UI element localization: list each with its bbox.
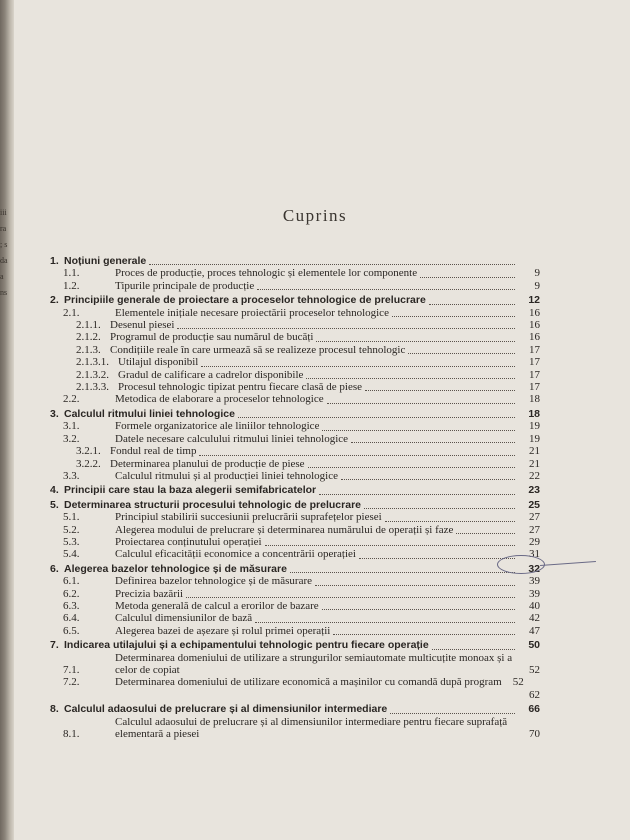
toc-entry-title: Calculul adaosului de prelucrare și al dimensiunilor intermediare bbox=[64, 703, 388, 716]
table-of-contents bbox=[50, 255, 540, 740]
toc-entry-page: 18 bbox=[529, 393, 540, 406]
toc-entry bbox=[50, 369, 540, 381]
toc-entry-page: 39 bbox=[529, 575, 540, 588]
toc-leader-dots bbox=[255, 621, 515, 623]
toc-entry-page: 12 bbox=[528, 294, 540, 307]
toc-entry-number: 3.2.1. bbox=[76, 445, 101, 458]
toc-entry-number: 5.2. bbox=[63, 523, 80, 536]
toc-entry-number: 2.1.3.2. bbox=[76, 368, 109, 381]
toc-entry-page: 27 bbox=[529, 511, 540, 524]
toc-entry-number: 7.2. bbox=[63, 676, 80, 689]
toc-entry-number: 6.3. bbox=[63, 599, 80, 612]
toc-entry-number: 8.1. bbox=[63, 728, 80, 741]
toc-leader-dots bbox=[238, 416, 515, 418]
toc-entry-page: 70 bbox=[529, 728, 540, 741]
toc-entry-page: 29 bbox=[529, 535, 540, 548]
toc-leader-dots bbox=[315, 584, 515, 586]
toc-entry bbox=[50, 458, 540, 470]
toc-entry-page: 31 bbox=[529, 548, 540, 561]
toc-entry-number: 5. bbox=[50, 498, 59, 511]
toc-entry-number: 6.5. bbox=[63, 624, 80, 637]
toc-leader-dots bbox=[351, 441, 515, 443]
toc-entry-page: 40 bbox=[529, 599, 540, 612]
toc-entry-number: 2. bbox=[50, 294, 59, 307]
toc-entry-title: Proces de producție, proces tehnologic și elementele lor componente bbox=[115, 267, 418, 280]
toc-entry-title: Gradul de calificare a cadrelor disponibile bbox=[118, 368, 304, 381]
toc-leader-dots bbox=[316, 340, 515, 342]
toc-entry-number: 1.2. bbox=[63, 279, 80, 292]
toc-entry-number: 7. bbox=[50, 639, 59, 652]
toc-entry-number: 3.2.2. bbox=[76, 457, 101, 470]
toc-entry-page: 50 bbox=[528, 639, 540, 652]
toc-entry-title: Metoda generală de calcul a erorilor de bazare bbox=[115, 599, 319, 612]
toc-entry bbox=[50, 356, 540, 368]
toc-entry-page: 42 bbox=[529, 612, 540, 625]
toc-entry-number: 3. bbox=[50, 407, 59, 420]
toc-leader-dots bbox=[392, 315, 515, 317]
toc-entry-title: Alegerea modului de prelucrare și determinarea numărului de operații și faze bbox=[115, 523, 454, 536]
toc-leader-dots bbox=[201, 365, 515, 367]
toc-entry bbox=[50, 548, 540, 560]
toc-entry-title: Metodica de elaborare a proceselor tehnologice bbox=[115, 393, 324, 406]
toc-chapter-entry bbox=[50, 484, 540, 496]
toc-entry-page: 21 bbox=[529, 445, 540, 458]
toc-leader-dots bbox=[306, 377, 515, 379]
toc-leader-dots bbox=[257, 288, 515, 290]
toc-entry-number: 6.4. bbox=[63, 612, 80, 625]
toc-entry-number: 3.2. bbox=[63, 432, 80, 445]
toc-chapter-entry bbox=[50, 639, 540, 651]
toc-chapter-entry bbox=[50, 294, 540, 306]
toc-entry bbox=[50, 524, 540, 536]
page-title: Cuprins bbox=[282, 206, 348, 225]
toc-entry-title: Determinarea domeniului de utilizare a strungurilor semiautomate multicuțite monoax și a celor de copiat bbox=[115, 651, 513, 676]
toc-entry-title: Determinarea planului de producție de piese bbox=[110, 457, 305, 470]
toc-entry-number: 5.3. bbox=[63, 535, 80, 548]
toc-entry bbox=[50, 445, 540, 457]
toc-entry-title: Definirea bazelor tehnologice și de măsurare bbox=[115, 575, 312, 588]
toc-entry-title: Fondul real de timp bbox=[110, 445, 197, 458]
toc-leader-dots bbox=[290, 571, 515, 573]
toc-entry-page: 17 bbox=[529, 368, 540, 381]
toc-entry bbox=[50, 652, 540, 677]
adjacent-page-text: iii ra ; s da a ns bbox=[0, 208, 8, 297]
toc-entry bbox=[50, 307, 540, 319]
toc-entry-title: Proiectarea conținutului operației bbox=[115, 535, 262, 548]
toc-entry-title: Formele organizatorice ale liniilor tehnologice bbox=[115, 420, 320, 433]
toc-entry bbox=[50, 344, 540, 356]
toc-entry bbox=[50, 433, 540, 445]
toc-leader-dots bbox=[149, 263, 515, 265]
toc-leader-dots bbox=[359, 557, 515, 559]
toc-entry-title: Calculul dimensiunilor de bază bbox=[115, 612, 253, 625]
toc-entry-title: Datele necesare calculului ritmului liniei tehnologice bbox=[115, 432, 349, 445]
toc-chapter-entry bbox=[50, 499, 540, 511]
toc-chapter-entry bbox=[50, 703, 540, 715]
toc-leader-dots bbox=[186, 596, 515, 598]
toc-entry-title: Determinarea structurii procesului tehnologic de prelucrare bbox=[64, 498, 361, 511]
toc-leader-dots bbox=[420, 276, 515, 278]
toc-entry-page: 66 bbox=[528, 703, 540, 716]
toc-entry bbox=[50, 716, 540, 741]
toc-leader-dots bbox=[364, 507, 515, 509]
toc-entry bbox=[50, 319, 540, 331]
toc-chapter-entry bbox=[50, 408, 540, 420]
toc-leader-dots bbox=[429, 303, 515, 305]
toc-entry-page: 47 bbox=[529, 624, 540, 637]
toc-entry-title: Calculul ritmului liniei tehnologice bbox=[64, 407, 235, 420]
toc-entry bbox=[50, 280, 540, 292]
toc-entry bbox=[50, 612, 540, 624]
toc-leader-dots bbox=[319, 493, 515, 495]
toc-entry-title: Utilajul disponibil bbox=[118, 356, 199, 369]
toc-entry-title: Tipurile principale de producție bbox=[115, 279, 255, 292]
toc-entry-number: 3.3. bbox=[63, 469, 80, 482]
toc-entry-title: Procesul tehnologic tipizat pentru fiecare clasă de piese bbox=[118, 381, 363, 394]
toc-entry-page: 16 bbox=[529, 306, 540, 319]
toc-entry-page: 25 bbox=[528, 498, 540, 511]
toc-entry-page: 16 bbox=[529, 331, 540, 344]
toc-entry-number: 2.1.3.1. bbox=[76, 356, 109, 369]
toc-entry-page: 17 bbox=[529, 381, 540, 394]
toc-leader-dots bbox=[308, 466, 515, 468]
toc-entry-number: 1. bbox=[50, 255, 59, 267]
toc-entry bbox=[50, 470, 540, 482]
toc-entry-page: 19 bbox=[529, 432, 540, 445]
toc-entry-page: 19 bbox=[529, 420, 540, 433]
toc-entry-number: 3.1. bbox=[63, 420, 80, 433]
toc-entry bbox=[50, 625, 540, 637]
toc-entry bbox=[50, 676, 540, 688]
toc-entry-number: 6.2. bbox=[63, 587, 80, 600]
toc-entry-number: 6. bbox=[50, 562, 59, 575]
toc-entry-page: 17 bbox=[529, 343, 540, 356]
toc-entry-title: Programul de producție sau numărul de bucăți bbox=[110, 331, 314, 344]
toc-leader-dots bbox=[327, 402, 515, 404]
toc-entry bbox=[50, 381, 540, 393]
toc-entry-page: 23 bbox=[528, 484, 540, 497]
toc-entry-number: 2.1.3. bbox=[76, 343, 101, 356]
toc-entry bbox=[50, 267, 540, 279]
toc-entry-page: 21 bbox=[529, 457, 540, 470]
toc-leader-dots bbox=[390, 712, 515, 714]
toc-chapter-entry bbox=[50, 255, 540, 267]
toc-entry-title: Principiul stabilirii succesiunii prelucrării suprafețelor piesei bbox=[115, 511, 382, 524]
toc-leader-dots bbox=[385, 520, 515, 522]
toc-entry-page: 27 bbox=[529, 523, 540, 536]
toc-leader-dots bbox=[322, 429, 515, 431]
toc-leader-dots bbox=[265, 544, 515, 546]
pen-annotation-stroke bbox=[540, 561, 596, 566]
toc-entry-number: 5.1. bbox=[63, 511, 80, 524]
toc-entry-title: Alegerea bazei de așezare și rolul primei operații bbox=[115, 624, 331, 637]
toc-leader-dots bbox=[365, 389, 515, 391]
toc-leader-dots bbox=[408, 352, 515, 354]
toc-entry bbox=[50, 588, 540, 600]
toc-leader-dots bbox=[199, 454, 515, 456]
toc-entry-page: 39 bbox=[529, 587, 540, 600]
toc-leader-dots bbox=[322, 608, 515, 610]
book-spine-edge bbox=[0, 0, 14, 840]
toc-entry-title: Principiile generale de proiectare a proceselor tehnologice de prelucrare bbox=[64, 294, 426, 307]
toc-entry-page: 32 bbox=[528, 562, 540, 575]
toc-chapter-entry bbox=[50, 563, 540, 575]
toc-entry-number: 8. bbox=[50, 703, 59, 716]
toc-entry-number: 6.1. bbox=[63, 575, 80, 588]
toc-entry-title: Desenul piesei bbox=[110, 319, 175, 332]
toc-entry-number: 2.1.2. bbox=[76, 331, 101, 344]
toc-entry bbox=[50, 331, 540, 343]
toc-entry-title: Indicarea utilajului și a echipamentului tehnologic pentru fiecare operație bbox=[64, 639, 429, 652]
toc-entry-number: 2.2. bbox=[63, 393, 80, 406]
toc-entry bbox=[50, 536, 540, 548]
toc-entry bbox=[50, 393, 540, 405]
toc-entry-title: Calculul eficacității economice a concentrării operației bbox=[115, 548, 356, 561]
toc-entry-title: Precizia bazării bbox=[115, 587, 184, 600]
toc-entry-title: Condițiile reale în care urmează să se realizeze procesul tehnologic bbox=[110, 343, 406, 356]
toc-entry bbox=[50, 575, 540, 587]
toc-entry bbox=[50, 689, 540, 701]
toc-leader-dots bbox=[432, 648, 515, 650]
toc-entry bbox=[50, 511, 540, 523]
toc-entry-page: 17 bbox=[529, 356, 540, 369]
toc-entry-title: Noțiuni generale bbox=[64, 255, 147, 267]
toc-leader-dots bbox=[456, 532, 515, 534]
toc-leader-dots bbox=[341, 478, 515, 480]
toc-entry-page: 52 bbox=[512, 676, 524, 689]
toc-entry bbox=[50, 420, 540, 432]
toc-entry-number: 2.1.1. bbox=[76, 319, 101, 332]
toc-entry-page: 16 bbox=[529, 319, 540, 332]
toc-entry-number: 1.1. bbox=[63, 267, 80, 280]
toc-leader-dots bbox=[333, 633, 515, 635]
toc-entry-page: 9 bbox=[534, 267, 540, 280]
toc-entry-page: 18 bbox=[528, 407, 540, 420]
toc-leader-dots bbox=[177, 327, 515, 329]
toc-entry-number: 7.1. bbox=[63, 664, 80, 676]
toc-entry-title: Calculul ritmului și al producției liniei tehnologice bbox=[115, 469, 339, 482]
toc-entry bbox=[50, 600, 540, 612]
toc-entry-title: Elementele inițiale necesare proiectării proceselor tehnologice bbox=[115, 306, 389, 319]
toc-entry-number: 2.1. bbox=[63, 306, 80, 319]
toc-entry-number: 4. bbox=[50, 484, 59, 497]
toc-entry-title: Alegerea bazelor tehnologice și de măsurare bbox=[64, 562, 287, 575]
toc-entry-page: 9 bbox=[534, 279, 540, 292]
pen-circle-annotation bbox=[497, 555, 545, 574]
toc-entry-title: Determinarea domeniului de utilizare economică a mașinilor cu comandă după program bbox=[115, 676, 502, 689]
toc-entry-title: Calculul adaosului de prelucrare și al dimensiunilor intermediare pentru fiecare suprafață elementară a piesei bbox=[115, 715, 508, 741]
toc-entry-number: 2.1.3.3. bbox=[76, 381, 109, 394]
toc-entry-page: 52 bbox=[529, 664, 540, 676]
toc-entry-number: 5.4. bbox=[63, 548, 80, 561]
toc-entry-page: 62 bbox=[529, 688, 540, 701]
toc-entry-title: Principii care stau la baza alegerii semifabricatelor bbox=[64, 484, 317, 497]
toc-entry-page: 22 bbox=[529, 469, 540, 482]
